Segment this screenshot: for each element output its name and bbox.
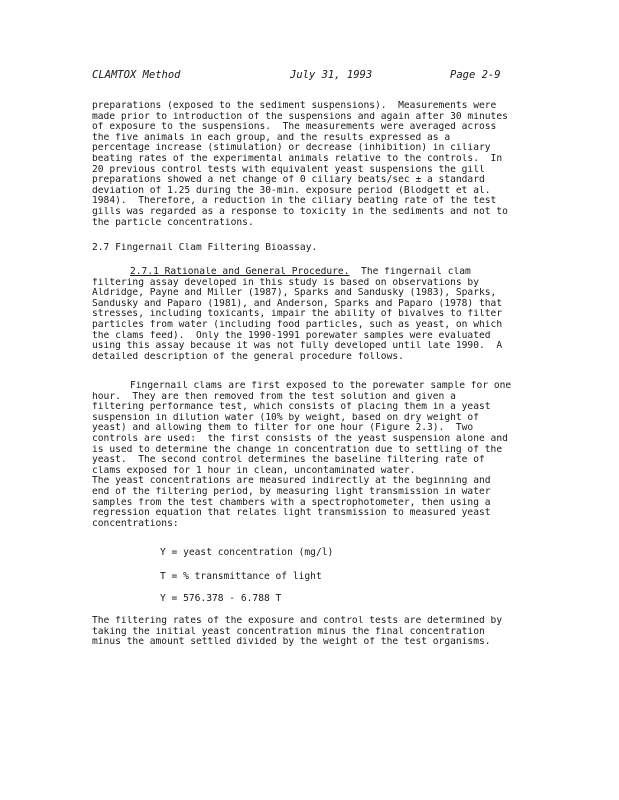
text-line: preparations (exposed to the sediment suspensions). Measurements were xyxy=(92,101,497,111)
header-page-number: Page 2-9 xyxy=(450,69,501,81)
text-line: preparations showed a net change of 0 ciliary beats/sec ± a standard xyxy=(92,175,485,186)
text-line: Aldridge, Payne and Miller (1987), Sparks and Sandusky (1983), Sparks, xyxy=(92,288,497,299)
subsection-heading: 2.7.1 Rationale and General Procedure. xyxy=(130,267,350,277)
equation-regression: Y = 576.378 - 6.788 T xyxy=(160,593,282,604)
text-line: filtering assay developed in this study is based on observations by xyxy=(92,277,479,288)
text-line: Sandusky and Paparo (1981), and Anderson, Sparks and Paparo (1978) that xyxy=(92,298,503,309)
text-line: clams exposed for 1 hour in clean, uncontaminated water. xyxy=(92,465,416,476)
equation-transmittance-definition: T = % transmittance of light xyxy=(160,571,322,582)
text-line: particles from water (including food particles, such as yeast, on which xyxy=(92,319,503,330)
text-line: regression equation that relates light transmission to measured yeast xyxy=(92,508,491,519)
header-document-title: CLAMTOX Method xyxy=(92,69,181,81)
text-line: controls are used: the first consists of the yeast suspension alone and xyxy=(92,433,508,444)
text-line-rest: The fingernail clam xyxy=(349,267,471,277)
text-line: the clams feed). Only the 1990-1991 porewater samples were evaluated xyxy=(92,330,491,341)
text-line: 20 previous control tests with equivalent yeast suspensions the gill xyxy=(92,164,485,175)
section-heading xyxy=(92,243,522,254)
text-line: suspension in dilution water (10% by weight, based on dry weight of xyxy=(92,412,479,423)
text-line: the particle concentrations. xyxy=(92,217,254,228)
equation-yeast-definition: Y = yeast concentration (mg/l) xyxy=(160,547,334,558)
text-line: taking the initial yeast concentration minus the final concentration xyxy=(92,626,485,637)
text-line: detailed description of the general procedure follows. xyxy=(92,351,404,362)
text-line: concentrations: xyxy=(92,518,179,529)
section-heading-text: 2.7 Fingernail Clam Filtering Bioassay. xyxy=(92,243,318,253)
text-line: Fingernail clams are first exposed to the porewater sample for one xyxy=(130,381,512,391)
text-line: hour. They are then removed from the test solution and given a xyxy=(92,391,456,402)
paragraph-rationale xyxy=(92,267,522,362)
text-line: made prior to introduction of the suspensions and again after 30 minutes xyxy=(92,111,508,122)
text-line: minus the amount settled divided by the weight of the test organisms. xyxy=(92,637,491,648)
text-line: filtering performance test, which consists of placing them in a yeast xyxy=(92,402,491,413)
text-line: stresses, including toxicants, impair the ability of bivalves to filter xyxy=(92,309,503,320)
text-line: the five animals in each group, and the results expressed as a xyxy=(92,132,451,143)
text-line: percentage increase (stimulation) or decrease (inhibition) in ciliary xyxy=(92,143,491,154)
text-line: samples from the test chambers with a spectrophotometer, then using a xyxy=(92,497,491,508)
header-date: July 31, 1993 xyxy=(290,69,373,81)
text-line: deviation of 1.25 during the 30-min. exposure period (Blodgett et al. xyxy=(92,185,491,196)
text-line: using this assay because it was not fully developed until late 1990. A xyxy=(92,341,503,352)
text-line: 1984). Therefore, a reduction in the ciliary beating rate of the test xyxy=(92,196,497,207)
text-line: end of the filtering period, by measuring light transmission in water xyxy=(92,486,491,497)
text-line: of exposure to the suspensions. The measurements were averaged across xyxy=(92,122,497,133)
text-line: beating rates of the experimental animals relative to the controls. In xyxy=(92,153,503,164)
paragraph-ciliary-results xyxy=(92,101,522,228)
text-line: yeast) and allowing them to filter for one hour (Figure 2.3). Two xyxy=(92,423,474,434)
text-line: The yeast concentrations are measured indirectly at the beginning and xyxy=(92,476,491,487)
text-line: yeast. The second control determines the baseline filtering rate of xyxy=(92,455,485,466)
text-line: gills was regarded as a response to toxicity in the sediments and not to xyxy=(92,206,508,217)
text-line: is used to determine the change in concentration due to settling of the xyxy=(92,444,503,455)
paragraph-procedure xyxy=(92,381,522,529)
paragraph-filtering-rates xyxy=(92,616,522,648)
text-line: The filtering rates of the exposure and control tests are determined by xyxy=(92,616,503,626)
text-line xyxy=(92,267,522,278)
